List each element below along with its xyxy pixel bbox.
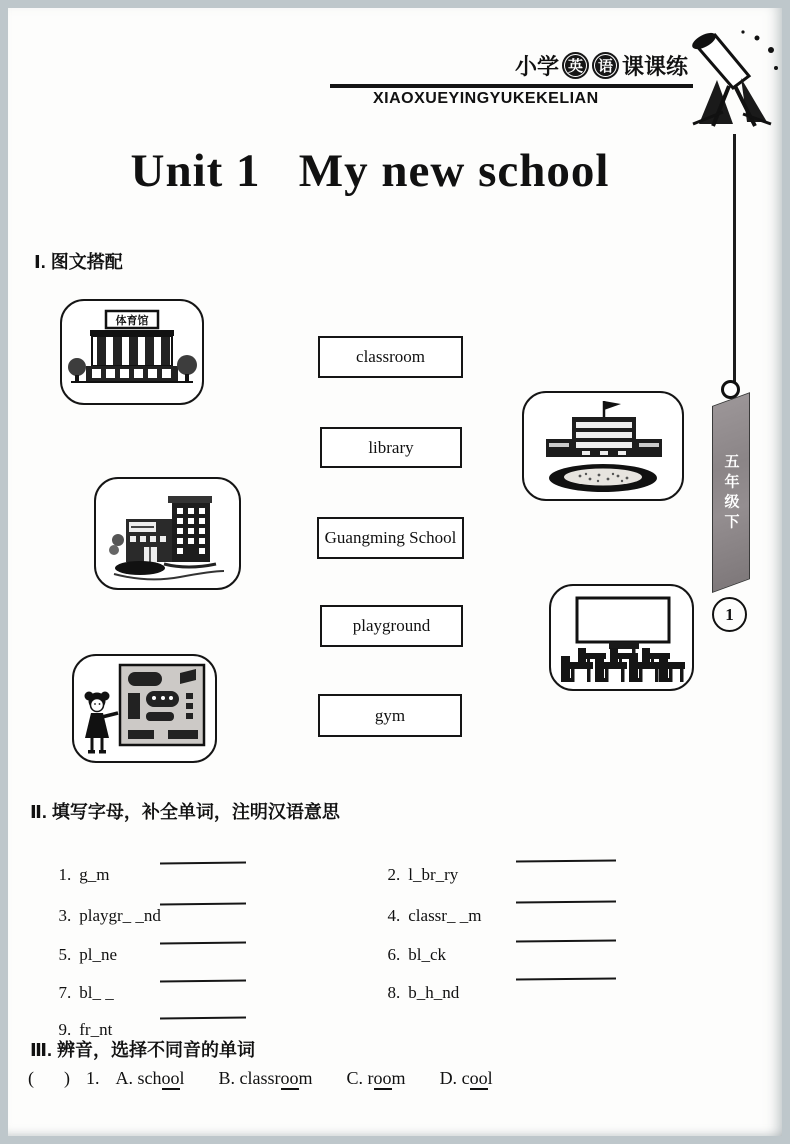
option-a <box>116 1068 185 1089</box>
gym-building-icon <box>65 305 199 399</box>
option-c <box>347 1068 406 1089</box>
fill-item-1-word: g_m <box>79 865 110 884</box>
fill-item-5-number: 5. <box>58 945 72 964</box>
fill-item-3-number: 3. <box>58 906 72 925</box>
option-a-underlined: oo <box>161 1068 180 1088</box>
word-box-gym: gym <box>318 694 462 737</box>
picture-girl-board <box>72 654 217 763</box>
picture-gym <box>60 299 204 405</box>
word-box-guangming-school: Guangming School <box>317 517 464 559</box>
fill-item-4-word: classr_ _m <box>408 906 482 925</box>
series-title <box>330 50 688 81</box>
fill-item-7-number: 7. <box>58 983 72 1002</box>
fill-item-2-word: l_br_ry <box>408 865 459 884</box>
gym-sign-text: 体育馆 <box>115 315 149 327</box>
option-d <box>440 1068 493 1089</box>
option-b-post: m <box>298 1068 313 1088</box>
fill-item-2-number: 2. <box>387 865 401 884</box>
telescope-illustration <box>683 28 783 140</box>
grade-bookmark <box>712 392 750 593</box>
answer-bracket-close: ) <box>64 1068 70 1088</box>
series-pinyin: XIAOXUEYINGYUKEKELIAN <box>373 90 599 107</box>
option-b <box>219 1068 313 1089</box>
answer-bracket-open: ( <box>28 1068 34 1088</box>
fill-item-7-word: bl_ _ <box>79 983 114 1002</box>
buildings-icon <box>100 484 235 583</box>
option-a-post: l <box>179 1068 185 1088</box>
classroom-desks-icon <box>555 590 688 685</box>
answer-blank-7 <box>160 980 246 983</box>
fill-item-6-number: 6. <box>387 945 401 964</box>
section2-heading: Ⅱ. 填写字母，补全单词，注明汉语意思 <box>30 802 340 822</box>
option-a-label: A. <box>115 1068 138 1088</box>
fill-item-1-number: 1. <box>58 865 72 884</box>
fill-item-6-word: bl_ck <box>408 945 447 964</box>
answer-blank-6 <box>516 939 616 942</box>
answer-blank-4 <box>516 900 616 903</box>
answer-blank-1 <box>160 862 246 865</box>
fill-item-8 <box>362 963 459 1023</box>
unit-title: Unit 1 My new school <box>130 145 610 197</box>
fill-item-8-number: 8. <box>387 983 401 1002</box>
fill-item-8-word: b_h_nd <box>408 983 460 1002</box>
option-b-pre: classr <box>239 1068 281 1088</box>
fill-item-9-number: 9. <box>58 1020 72 1039</box>
option-c-underlined: oo <box>373 1068 392 1088</box>
option-d-underlined: oo <box>469 1068 488 1088</box>
option-b-label: B. <box>218 1068 240 1088</box>
option-b-underlined: oo <box>280 1068 299 1088</box>
series-title-stamp-1: 英 <box>562 52 589 79</box>
question-number: 1. <box>86 1068 100 1088</box>
phonics-question-row <box>28 1068 527 1089</box>
option-c-post: m <box>391 1068 406 1088</box>
page-number-badge: 1 <box>712 597 747 632</box>
option-d-label: D. <box>439 1068 462 1088</box>
fill-item-3-word: playgr_ _nd <box>79 906 161 925</box>
answer-blank-3 <box>160 903 246 906</box>
answer-blank-2 <box>516 859 616 862</box>
fill-item-4-number: 4. <box>387 906 401 925</box>
answer-blank-8 <box>516 977 616 980</box>
word-box-library: library <box>320 427 462 468</box>
option-c-pre: r <box>367 1068 374 1088</box>
school-flag-track-icon <box>528 397 678 495</box>
option-d-post: l <box>487 1068 493 1088</box>
picture-library-buildings <box>94 477 241 590</box>
series-title-stamp-2: 语 <box>592 52 619 79</box>
option-c-label: C. <box>346 1068 368 1088</box>
header-rule <box>330 84 693 88</box>
picture-playground-school <box>522 391 684 501</box>
section1-heading: Ⅰ. 图文搭配 <box>34 252 123 272</box>
fill-item-5-word: pl_ne <box>79 945 118 964</box>
answer-blank-9 <box>160 1017 246 1020</box>
girl-with-board-icon <box>78 660 211 757</box>
grade-bookmark-label: 五年级下 <box>722 452 740 533</box>
answer-blank-5 <box>160 942 246 945</box>
word-box-classroom: classroom <box>318 336 463 378</box>
series-title-prefix: 小学 <box>514 54 559 79</box>
section3-heading: Ⅲ. 辨音，选择不同音的单词 <box>30 1040 256 1060</box>
option-a-pre: sch <box>137 1068 162 1088</box>
picture-classroom <box>549 584 694 691</box>
series-title-suffix: 课课练 <box>621 54 688 79</box>
option-d-pre: c <box>461 1068 470 1088</box>
fill-item-9-word: fr_nt <box>79 1020 113 1039</box>
word-box-playground: playground <box>320 605 463 647</box>
